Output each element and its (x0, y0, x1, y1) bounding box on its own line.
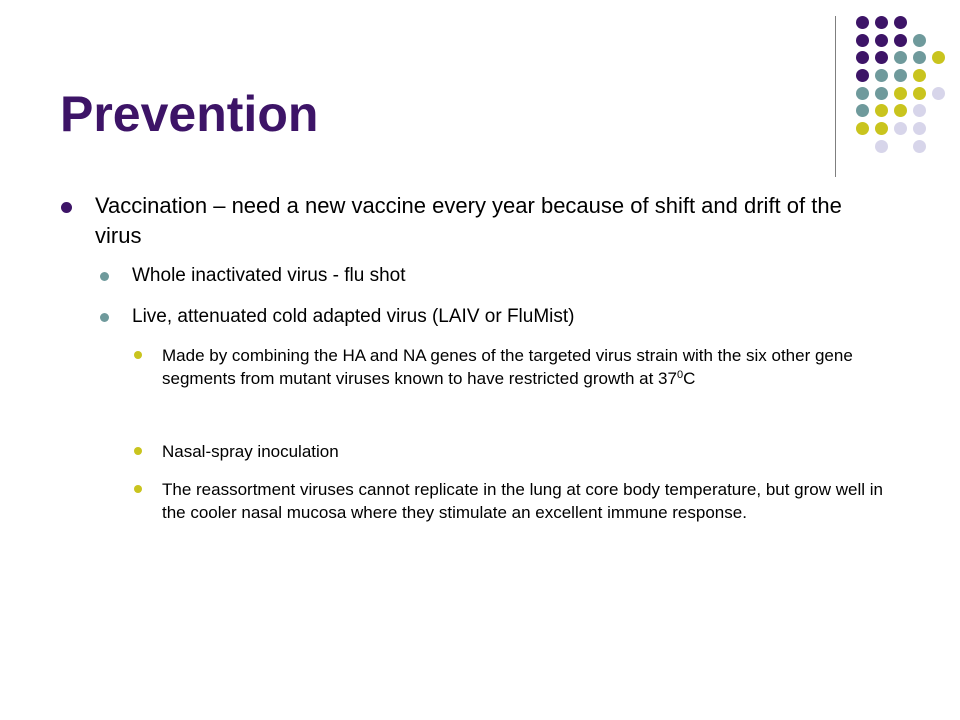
decorative-dot (856, 87, 869, 100)
decorative-dot (913, 34, 926, 47)
superscript-zero: 0 (676, 368, 684, 381)
decorative-dot (875, 69, 888, 82)
decorative-dot (932, 87, 945, 100)
decorative-dot (856, 16, 869, 29)
bullet-text: Vaccination – need a new vaccine every year because of shift and drift of the virus (95, 193, 842, 248)
divider-line (835, 16, 836, 177)
bullet-text (162, 344, 887, 390)
decorative-dot (894, 104, 907, 117)
decorative-dot (894, 87, 907, 100)
decorative-dot (856, 104, 869, 117)
decorative-dot (913, 104, 926, 117)
bullet-dot (134, 447, 142, 455)
decorative-dot (875, 16, 888, 29)
bullet-dot (100, 272, 109, 281)
decorative-dot (875, 122, 888, 135)
decorative-dot (856, 34, 869, 47)
decorative-dot (856, 69, 869, 82)
decorative-dot (875, 34, 888, 47)
bullet-dot (134, 485, 142, 493)
bullet-text: Whole inactivated virus - flu shot (132, 265, 406, 286)
slide-title: Prevention (60, 86, 319, 142)
decorative-dot (875, 140, 888, 153)
decorative-dot (913, 87, 926, 100)
decorative-dot (913, 140, 926, 153)
decorative-dot (894, 16, 907, 29)
decorative-dot (894, 69, 907, 82)
decorative-dot (875, 51, 888, 64)
bullet-text-unit: C (683, 369, 696, 388)
decorative-dot (856, 122, 869, 135)
decorative-dot (913, 122, 926, 135)
decorative-dot (932, 51, 945, 64)
decorative-dot (894, 34, 907, 47)
decorative-dot (913, 69, 926, 82)
decorative-dot (875, 87, 888, 100)
bullet-dot (100, 313, 109, 322)
bullet-text-main: Made by combining the HA and NA genes of the targeted virus strain with the six other gene segments from mutant viruses known to have restricted growth at 37 (162, 346, 853, 388)
bullet-text: Nasal-spray inoculation (162, 442, 339, 461)
bullet-text: The reassortment viruses cannot replicate in the lung at core body temperature, but grow well in the cooler nasal mucosa where they stimulate an excellent immune response. (162, 480, 883, 522)
decorative-dot (875, 104, 888, 117)
decorative-dot (856, 51, 869, 64)
bullet-text: Live, attenuated cold adapted virus (LAIV or FluMist) (132, 306, 575, 327)
bullet-dot (134, 351, 142, 359)
decorative-dot (913, 51, 926, 64)
decorative-dot (894, 122, 907, 135)
bullet-dot (61, 202, 72, 213)
decorative-dot (894, 51, 907, 64)
